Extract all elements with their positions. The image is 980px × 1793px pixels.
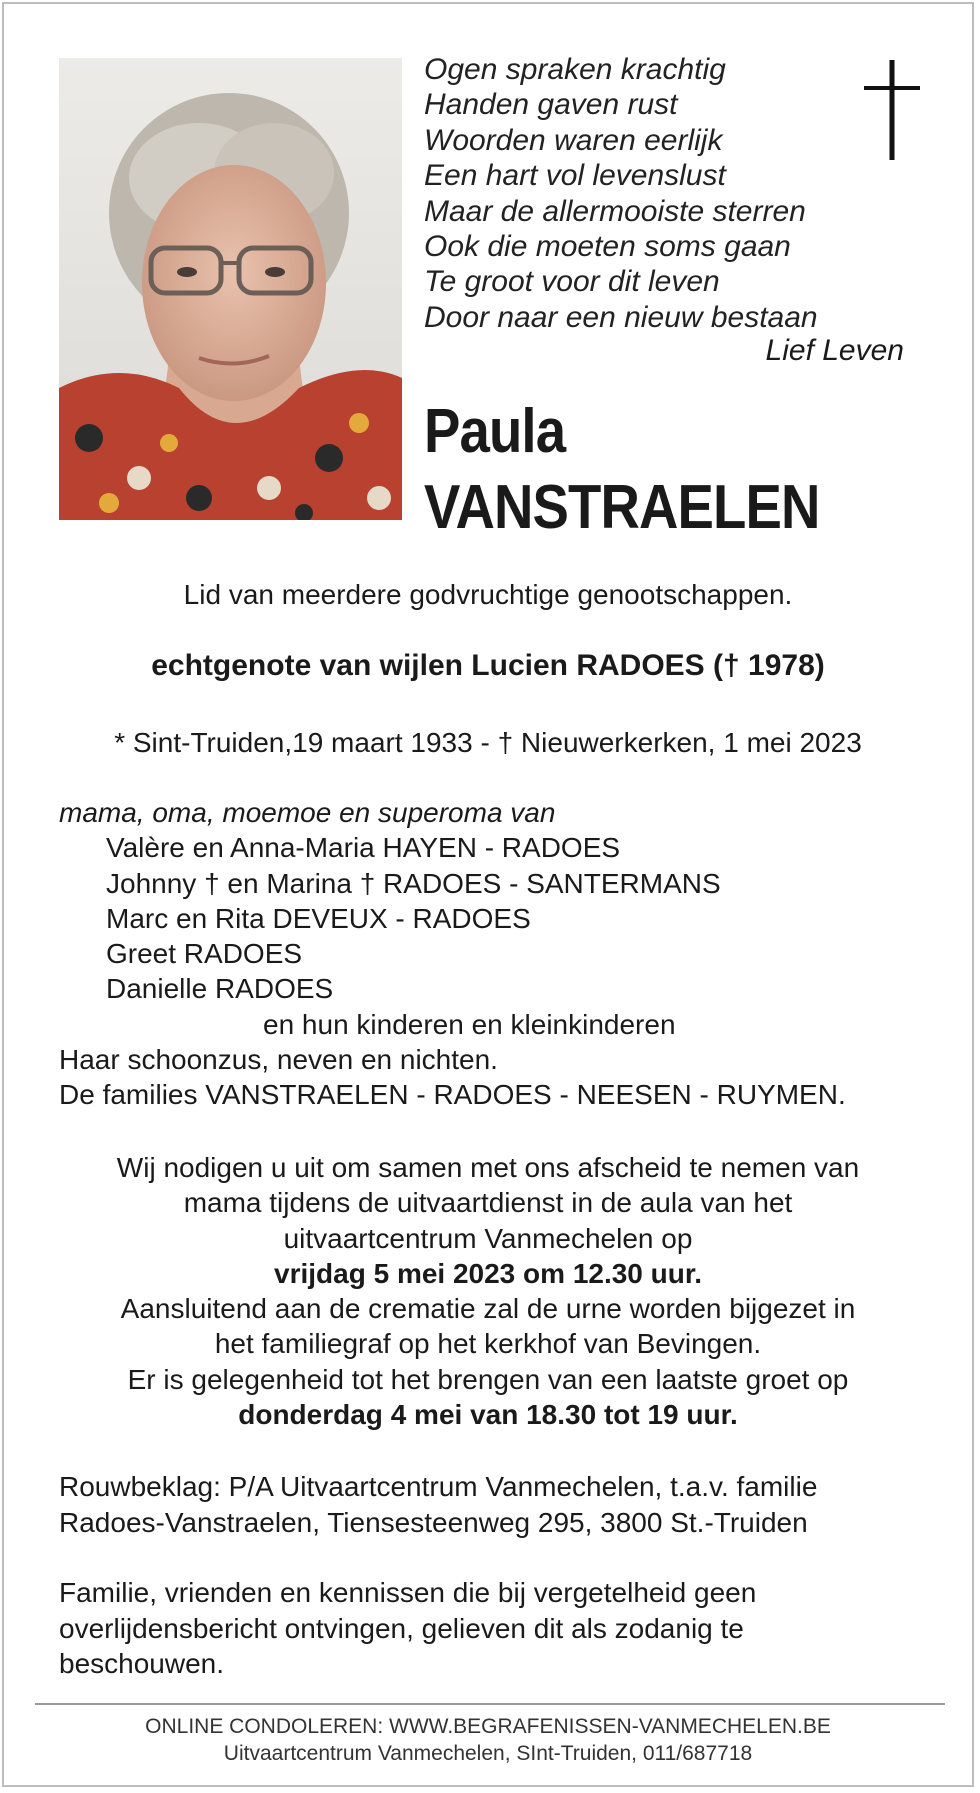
funeral-invitation [0,1150,976,1432]
invitation-line: Wij nodigen u uit om samen met ons afscheid te nemen van [116,1152,860,1183]
invitation-line: het familiegraf op het kerkhof van Bevingen. [214,1328,762,1360]
footer-online: ONLINE CONDOLEREN: WWW.BEGRAFENISSEN-VANMECHELEN.BE [145,1715,831,1738]
family-child: Marc en Rita DEVEUX - RADOES [106,902,531,934]
family-child: Greet RADOES [106,938,303,970]
poem-line: Door naar een nieuw bestaan [424,300,818,334]
poem-line: Maar de allermooiste sterren [424,194,806,228]
family-child: Johnny † en Marina † RADOES - SANTERMANS [106,867,721,899]
address-line: Rouwbeklag: P/A Uitvaartcentrum Vanmechelen, t.a.v. familie [59,1471,818,1502]
notice-line: Familie, vrienden en kennissen die bij vergetelheid geen [59,1577,757,1608]
invitation-line: uitvaartcentrum Vanmechelen op [283,1222,693,1254]
spouse-line: echtgenote van wijlen Lucien RADOES († 1978) [151,649,825,682]
poem [424,52,818,335]
first-name: Paula [424,397,566,466]
footer-contact: Uitvaartcentrum Vanmechelen, SInt-Truiden, 011/687718 [223,1742,753,1765]
family-list [59,795,846,1113]
visit-date: donderdag 4 mei van 18.30 tot 19 uur. [238,1399,738,1431]
poem-line: Ogen spraken krachtig [424,53,726,86]
invitation-line: mama tijdens de uitvaartdienst in de aula van het [183,1187,793,1219]
poem-line: Een hart vol levenslust [424,159,726,193]
family-intro: mama, oma, moemoe en superoma van [59,797,556,828]
poem-line: Te groot voor dit leven [424,265,720,299]
notice-line: overlijdensbericht ontvingen, gelieven dit als zodanig te [59,1612,744,1644]
family-child: Danielle RADOES [106,973,334,1005]
address-line: Radoes-Vanstraelen, Tiensesteenweg 295, 3800 St.-Truiden [59,1506,808,1538]
service-date: vrijdag 5 mei 2023 om 12.30 uur. [274,1257,702,1289]
family-families: De families VANSTRAELEN - RADOES - NEESEN - RUYMEN. [59,1079,846,1111]
latin-cross-icon [864,60,920,160]
poem-line: Woorden waren eerlijk [424,123,723,157]
notice-text [59,1575,756,1682]
poem-signature: Lief Leven [765,334,904,367]
last-name: VANSTRAELEN [424,473,820,542]
invitation-line: Aansluitend aan de crematie zal de urne worden bijgezet in [120,1293,856,1325]
footer-divider [35,1703,945,1705]
deceased-name [424,394,820,546]
membership-line: Lid van meerdere godvruchtige genootschappen. [183,579,793,610]
family-grandchildren: en hun kinderen en kleinkinderen [263,1008,676,1040]
family-inlaws: Haar schoonzus, neven en nichten. [59,1044,498,1076]
condolence-address [59,1469,817,1540]
birth-death-dates: * Sint-Truiden,19 maart 1933 - † Nieuwerkerken, 1 mei 2023 [114,727,862,758]
poem-line: Ook die moeten soms gaan [424,230,791,264]
poem-line: Handen gaven rust [424,88,678,122]
notice-line: beschouwen. [59,1648,225,1679]
portrait-photo [59,58,402,520]
family-child: Valère en Anna-Maria HAYEN - RADOES [106,832,621,864]
invitation-line: Er is gelegenheid tot het brengen van een laatste groet op [127,1363,849,1395]
